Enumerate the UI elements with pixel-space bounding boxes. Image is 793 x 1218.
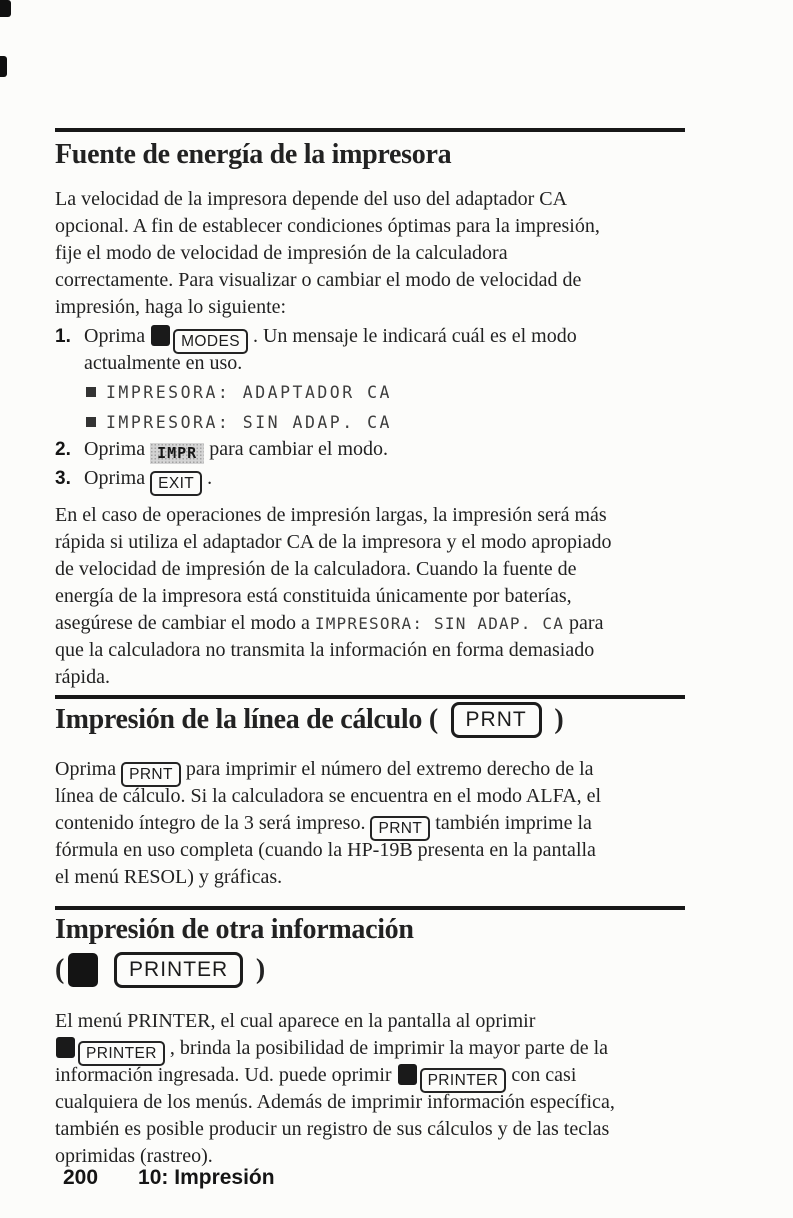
text-line [55,837,685,864]
text-run: Impresión de la línea de cálculo ( [55,704,445,735]
scan-artifact [0,0,11,17]
text-run: Fuente de energía de la impresora [55,139,452,170]
text-run: Oprima [84,438,151,460]
text-run: ) [547,704,564,735]
page-content [55,128,685,1170]
section-divider-rule [55,128,685,132]
text-run: rápida. [55,666,110,688]
list-item-content [84,465,685,492]
text-run: línea de cálculo. Si la calculadora se encuentra en el modo ALFA, el [55,785,602,807]
paragraph [55,756,685,891]
paragraph [55,186,685,321]
text-run: contenido íntegro de la 3 será impreso. [55,812,371,834]
display-line [86,410,685,434]
text-run: de velocidad de impresión de la calculadora. Cuando la fuente de [55,558,577,580]
text-line [55,1062,685,1089]
text-run: fórmula en uso completa (cuando la HP-19B presenta en la pantalla [55,839,596,861]
section-title-line [55,947,685,993]
key-printer: PRINTER [420,1068,507,1093]
list-item-content [84,436,685,463]
text-line [55,1008,685,1035]
text-run: asegúrese de cambiar el modo a [55,612,315,634]
text-run: ( [55,954,65,985]
text-run: Oprima [84,467,151,489]
key-prnt: PRNT [370,816,430,841]
section-divider-rule [55,695,685,699]
text-run: cualquiera de los menús. Además de imprimir información específica, [55,1091,615,1113]
text-line [55,810,685,837]
paragraph [55,502,685,691]
display-line [86,380,685,404]
list-item-number: 2. [55,439,71,460]
text-line [55,294,685,321]
shift-key-icon [56,1037,75,1058]
text-run: el menú RESOL) y gráficas. [55,866,283,888]
section-power-source [55,128,685,691]
list-item [55,323,685,434]
text-run: también es posible producir un registro de sus cálculos y de las teclas [55,1118,610,1140]
text-line [55,556,685,583]
text-line [55,756,685,783]
text-run: para cambiar el modo. [204,438,389,460]
text-run: En el caso de operaciones de impresión largas, la impresión será más [55,504,607,526]
key-printer: PRINTER [78,1041,165,1066]
page-footer [63,1166,275,1190]
text-run: que la calculadora no transmita la información en forma demasiado [55,639,595,661]
text-line [55,267,685,294]
text-run: El menú PRINTER, el cual aparece en la pantalla al oprimir [55,1010,536,1032]
text-run: energía de la impresora está constituida únicamente por baterías, [55,585,572,607]
text-line [55,664,685,691]
key-modes: MODES [173,329,248,354]
key-printer: PRINTER [114,952,243,988]
scan-artifact [0,56,7,77]
section-title-line [55,138,685,172]
section-other-info-printing [55,906,685,1170]
square-bullet-icon [86,387,96,397]
text-run: información ingresada. Ud. puede oprimir [55,1064,397,1086]
display-text: IMPRESORA: ADAPTADOR CA [106,382,392,402]
text-run: impresión, haga lo siguiente: [55,296,287,318]
key-exit: EXIT [150,471,202,496]
key-prnt: PRNT [451,702,542,738]
text-line [84,350,685,377]
text-line [55,864,685,891]
list-item-number: 1. [55,326,71,347]
shift-key-icon [68,953,98,987]
square-bullet-icon [86,417,96,427]
list-item-number: 3. [55,468,71,489]
text-run: correctamente. Para visualizar o cambiar el modo de velocidad de [55,269,582,291]
text-line [55,1089,685,1116]
text-run: Oprima [84,325,151,347]
text-run: ) [249,954,265,985]
text-line [55,213,685,240]
text-line [55,186,685,213]
text-line [84,436,685,463]
text-run: , brinda la posibilidad de imprimir la mayor parte de la [164,1037,609,1059]
section-title-line [55,913,685,947]
section-calc-line-printing [55,695,685,891]
text-line [84,323,685,350]
list-item [55,465,685,492]
section-title-line [55,702,685,738]
text-run: Oprima [55,758,122,780]
list-item [55,436,685,463]
text-line [55,502,685,529]
text-run: para imprimir el número del extremo derecho de la [180,758,594,780]
text-run: . [202,467,213,489]
text-run: La velocidad de la impresora depende del uso del adaptador CA [55,188,568,210]
text-run: opcional. A fin de establecer condiciones óptimas para la impresión, [55,215,600,237]
section-divider-rule [55,906,685,910]
shift-key-icon [398,1064,417,1085]
shift-key-icon [151,325,170,346]
section-heading [55,702,685,738]
display-text: IMPRESORA: SIN ADAP. CA [314,614,565,633]
text-run: con casi [506,1064,577,1086]
text-run: fije el modo de velocidad de impresión de la calculadora [55,242,508,264]
section-heading [55,138,685,172]
text-run: Impresión de otra información [55,914,414,945]
text-line [55,783,685,810]
text-line [55,240,685,267]
paragraph [55,1008,685,1170]
text-line [55,1116,685,1143]
menu-key-impr: IMPR [150,443,204,464]
text-run: también imprime la [430,812,592,834]
text-line [55,637,685,664]
section-heading [55,913,685,993]
text-run: actualmente en uso. [84,352,243,374]
page-number: 200 [63,1166,99,1189]
list-item-content [84,323,685,434]
text-line [55,529,685,556]
text-run: rápida si utiliza el adaptador CA de la impresora y el modo apropiado [55,531,612,553]
chapter-title: 10: Impresión [138,1166,275,1189]
display-text: IMPRESORA: SIN ADAP. CA [106,412,392,432]
text-line [55,610,685,637]
text-run: oprimidas (rastreo). [55,1145,213,1167]
text-line [84,465,685,492]
text-run: . Un mensaje le indicará cuál es el modo [247,325,577,347]
text-line [55,1035,685,1062]
numbered-list [55,323,685,492]
key-prnt: PRNT [121,762,181,787]
text-line [55,583,685,610]
text-run: para [564,612,604,634]
